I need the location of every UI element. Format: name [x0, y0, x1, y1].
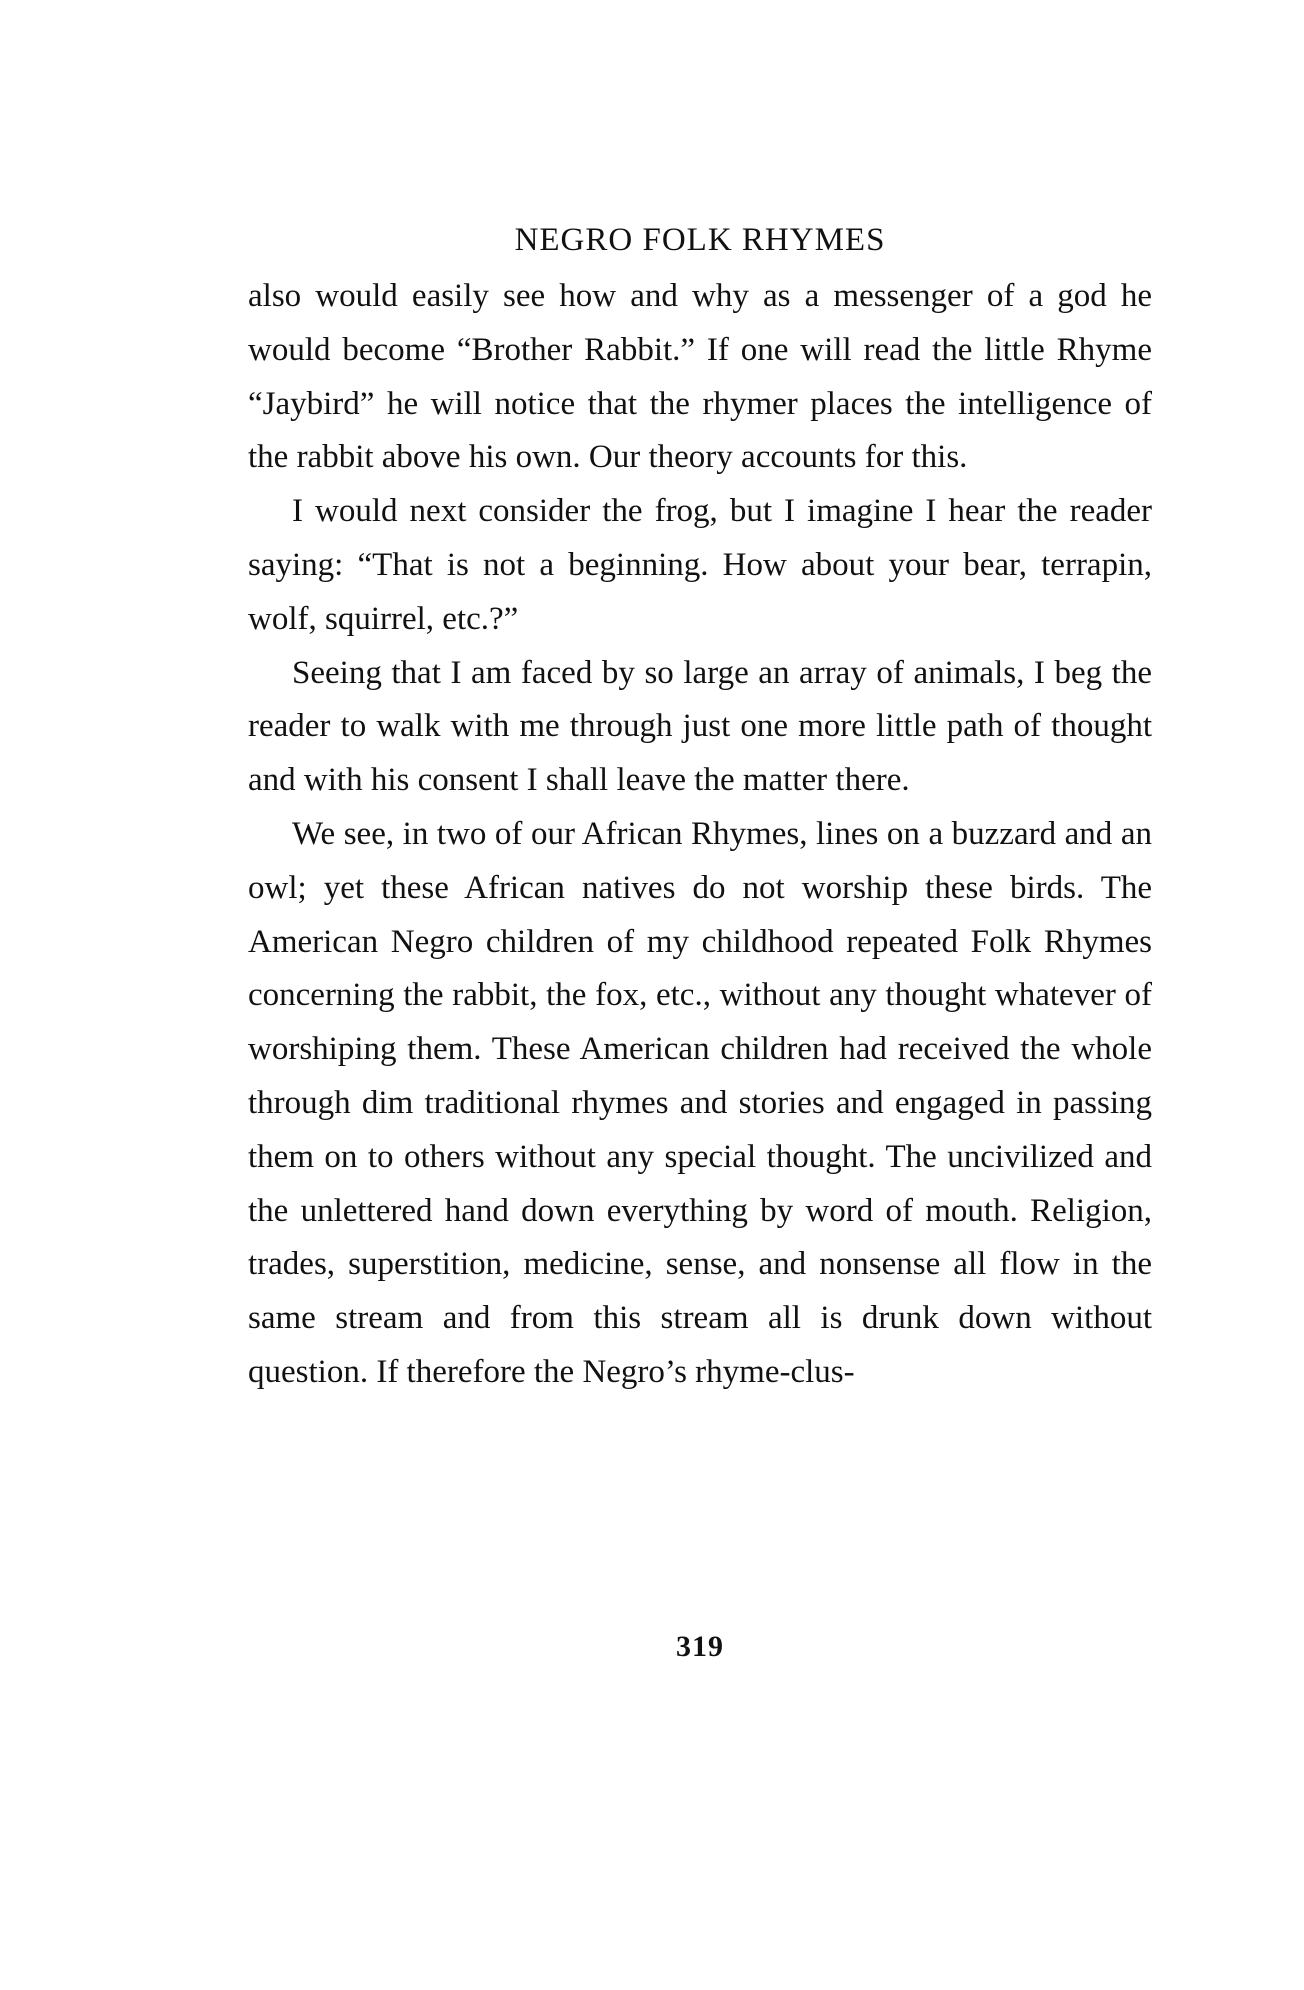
running-head: NEGRO FOLK RHYMES	[514, 222, 886, 258]
book-page	[248, 218, 1152, 1663]
paragraph-4: We see, in two of our African Rhymes, lines on a buzzard and an owl; yet these African natives do not worship these birds. The American Negro children of my childhood repeated Folk Rhymes concerning the rabbit, the fox, etc., without any thought whatever of worshiping them. These American children had received the whole through dim traditional rhymes and stories and engaged in passing them on to others without any special thought. The uncivilized and the unlettered hand down everything by word of mouth. Religion, trades, superstition, medicine, sense, and nonsense all flow in the same stream and from this stream all is drunk down without question. If therefore the Negro’s rhyme-clus-	[248, 815, 1152, 1390]
paragraph-1: also would easily see how and why as a messenger of a god he would become “Brother Rabbit.” If one will read the little Rhyme “Jaybird” he will notice that the rhymer places the intelligence of the rabbit above his own. Our theory accounts for this.	[248, 278, 1152, 476]
paragraph-3: Seeing that I am faced by so large an array of animals, I beg the reader to walk with me through just one more little path of thought and with his consent I shall leave the matter there.	[248, 654, 1152, 799]
body-text	[248, 270, 1152, 1400]
paragraph-2: I would next consider the frog, but I imagine I hear the reader saying: “That is not a beginning. How about your bear, terrapin, wolf, squirrel, etc.?”	[248, 493, 1152, 637]
page-number: 319	[676, 1630, 724, 1663]
